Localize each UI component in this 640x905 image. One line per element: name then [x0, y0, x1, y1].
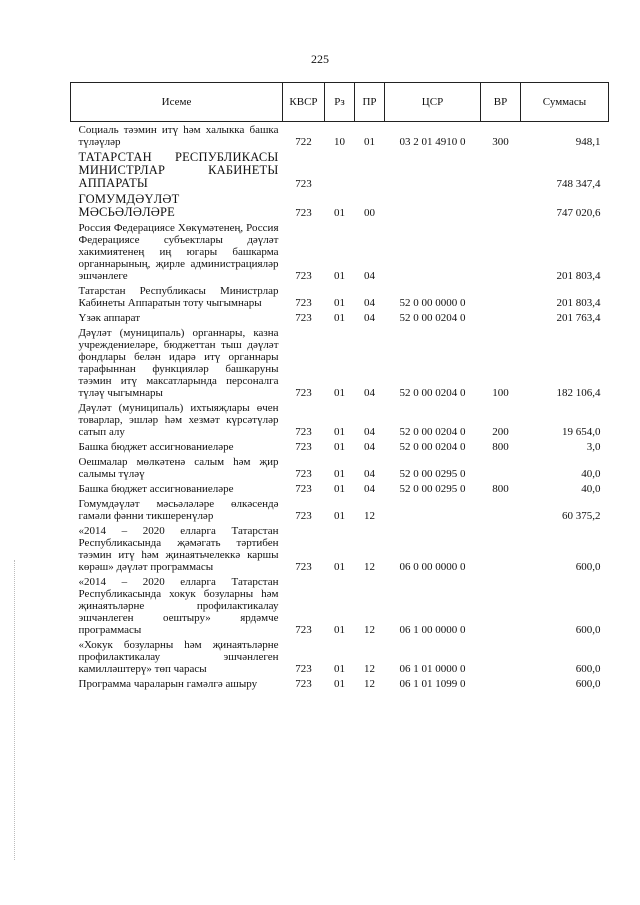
table-row	[71, 454, 609, 481]
cell-csr: 52 0 00 0000 0	[399, 297, 466, 309]
cell-vr	[481, 283, 521, 310]
cell-csr: 03 2 01 4910 0	[399, 136, 466, 148]
cell-name: Үзәк аппарат	[78, 312, 141, 324]
table-header-row	[71, 83, 609, 122]
cell-vr	[481, 220, 521, 283]
column-header-kvsr: КВСР	[283, 83, 325, 122]
cell-pr: 12	[364, 510, 375, 522]
cell-sum: 600,0	[575, 561, 601, 573]
cell-pr: 04	[364, 270, 375, 282]
cell-kvsr: 723	[295, 561, 312, 573]
cell-sum: 948,1	[575, 136, 601, 148]
cell-rz: 01	[334, 426, 345, 438]
table-row	[71, 439, 609, 454]
cell-pr: 04	[364, 426, 375, 438]
cell-pr: 04	[364, 483, 375, 495]
cell-vr: 800	[492, 441, 509, 453]
cell-sum: 747 020,6	[556, 207, 601, 219]
table-row	[71, 310, 609, 325]
cell-pr: 04	[364, 441, 375, 453]
cell-pr: 12	[364, 624, 375, 636]
cell-csr: 52 0 00 0204 0	[399, 387, 466, 399]
cell-csr: 52 0 00 0295 0	[399, 468, 466, 480]
cell-vr	[481, 454, 521, 481]
cell-rz: 01	[334, 312, 345, 324]
table-row	[71, 637, 609, 676]
cell-sum: 182 106,4	[556, 387, 601, 399]
cell-sum: 19 654,0	[562, 426, 601, 438]
cell-vr: 300	[492, 136, 509, 148]
cell-vr	[481, 191, 521, 220]
cell-vr	[481, 637, 521, 676]
cell-kvsr: 723	[295, 468, 312, 480]
cell-sum: 40,0	[581, 483, 601, 495]
cell-pr	[355, 149, 385, 191]
cell-vr	[481, 574, 521, 637]
cell-rz	[325, 149, 355, 191]
table-body	[71, 122, 609, 692]
cell-rz: 01	[334, 270, 345, 282]
table-row	[71, 122, 609, 150]
cell-kvsr: 723	[295, 387, 312, 399]
cell-vr	[481, 149, 521, 191]
cell-rz: 01	[334, 663, 345, 675]
cell-csr: 06 0 00 0000 0	[399, 561, 466, 573]
cell-kvsr: 723	[295, 312, 312, 324]
table-row	[71, 149, 609, 191]
table-row	[71, 400, 609, 439]
cell-kvsr: 723	[295, 663, 312, 675]
cell-name: ГОМУМДӘҮЛӘТ МӘСЬӘЛӘЛӘРЕ	[78, 192, 180, 219]
cell-name: Социаль тәэмин итү һәм халыкка башка түләүләр	[78, 124, 279, 148]
table-row	[71, 325, 609, 400]
cell-pr: 04	[364, 312, 375, 324]
cell-kvsr: 723	[295, 678, 312, 690]
cell-rz: 01	[334, 207, 345, 219]
cell-kvsr: 723	[295, 483, 312, 495]
cell-pr: 00	[364, 207, 375, 219]
budget-table	[70, 82, 609, 691]
column-header-name: Исеме	[71, 83, 283, 122]
column-header-pr: ПР	[355, 83, 385, 122]
cell-vr: 100	[492, 387, 509, 399]
cell-vr	[481, 676, 521, 691]
cell-pr: 04	[364, 468, 375, 480]
cell-name: Оешмалар мөлкәтенә салым һәм җир салымы түләү	[78, 456, 279, 480]
cell-rz: 01	[334, 483, 345, 495]
cell-sum: 40,0	[581, 468, 601, 480]
column-header-sum: Суммасы	[521, 83, 609, 122]
cell-vr	[481, 496, 521, 523]
cell-pr: 04	[364, 387, 375, 399]
table-row	[71, 283, 609, 310]
cell-kvsr: 723	[295, 426, 312, 438]
cell-rz: 01	[334, 441, 345, 453]
cell-sum: 600,0	[575, 624, 601, 636]
cell-kvsr: 722	[295, 136, 312, 148]
cell-csr: 52 0 00 0204 0	[399, 426, 466, 438]
cell-name: Башка бюджет ассигнованиеләре	[78, 441, 234, 453]
cell-kvsr: 723	[295, 297, 312, 309]
cell-csr: 06 1 01 1099 0	[399, 678, 466, 690]
scan-margin-marks	[14, 560, 17, 860]
table-row	[71, 220, 609, 283]
cell-sum: 201 803,4	[556, 297, 601, 309]
cell-sum: 600,0	[575, 663, 601, 675]
cell-sum: 600,0	[575, 678, 601, 690]
page-number: 225	[311, 52, 329, 66]
cell-rz: 01	[334, 297, 345, 309]
cell-pr: 12	[364, 663, 375, 675]
cell-kvsr: 723	[295, 441, 312, 453]
cell-sum: 201 763,4	[556, 312, 601, 324]
cell-kvsr: 723	[295, 510, 312, 522]
cell-rz: 01	[334, 468, 345, 480]
cell-vr	[481, 310, 521, 325]
cell-csr	[385, 149, 481, 191]
table-row	[71, 523, 609, 574]
column-header-csr: ЦСР	[385, 83, 481, 122]
cell-pr: 12	[364, 561, 375, 573]
cell-rz: 01	[334, 387, 345, 399]
cell-name: Россия Федерациясе Хөкүмәтенең, Россия Федерациясе субъектлары дәүләт хакимиятенең иң югары башкарма органнарының, җирле администрацияләр эшчәнлеге	[78, 222, 279, 282]
cell-vr: 200	[492, 426, 509, 438]
cell-name: Гомумдәүләт мәсьәләләре өлкәсендә гамәли фәнни тикшеренүләр	[78, 498, 279, 522]
cell-rz: 01	[334, 624, 345, 636]
cell-name: Башка бюджет ассигнованиеләре	[78, 483, 234, 495]
cell-csr: 52 0 00 0204 0	[399, 441, 466, 453]
cell-name: Дәүләт (муниципаль) ихтыяҗлары өчен товарлар, эшләр һәм хезмәт күрсәтүләр сатып алу	[78, 402, 279, 438]
column-header-rz: Рз	[325, 83, 355, 122]
cell-csr	[385, 220, 481, 283]
cell-vr: 800	[492, 483, 509, 495]
cell-csr: 06 1 01 0000 0	[399, 663, 466, 675]
cell-kvsr: 723	[295, 178, 312, 190]
cell-sum: 201 803,4	[556, 270, 601, 282]
cell-csr	[385, 496, 481, 523]
cell-name: Программа чараларын гамәлгә ашыру	[78, 678, 258, 690]
cell-name: Дәүләт (муниципаль) органнары, казна учреждениеләре, бюджеттан тыш дәүләт фондлары белән идарә итү органнары тарафыннан функцияләр башкаруны тәэмин итү максатларында персоналга түләү чыгымнары	[78, 327, 279, 399]
table-row	[71, 574, 609, 637]
cell-name: «2014 – 2020 елларга Татарстан Республикасында хокук бозуларны һәм җинаятьләрне профилактикалау эшчәнлеген оештыру» ярдәмче программасы	[78, 576, 279, 636]
cell-name: «2014 – 2020 елларга Татарстан Республикасында җәмәгать тәртибен тәэмин итү һәм җинаятьчелеккә каршы көрәш» дәүләт программасы	[78, 525, 279, 573]
cell-name: «Хокук бозуларны һәм җинаятьләрне профилактикалау эшчәнлеген камилләштерү» төп чарасы	[78, 639, 279, 675]
cell-kvsr: 723	[295, 270, 312, 282]
cell-kvsr: 723	[295, 624, 312, 636]
cell-name: Татарстан Республикасы Министрлар Кабинеты Аппаратын тоту чыгымнары	[78, 285, 279, 309]
cell-rz: 01	[334, 561, 345, 573]
cell-sum: 3,0	[586, 441, 601, 453]
cell-vr	[481, 523, 521, 574]
cell-csr: 52 0 00 0295 0	[399, 483, 466, 495]
cell-name: ТАТАРСТАН РЕСПУБЛИКАСЫ МИНИСТРЛАР КАБИНЕТЫ АППАРАТЫ	[78, 150, 279, 190]
column-header-vr: ВР	[481, 83, 521, 122]
cell-pr: 12	[364, 678, 375, 690]
cell-csr: 52 0 00 0204 0	[399, 312, 466, 324]
cell-csr: 06 1 00 0000 0	[399, 624, 466, 636]
cell-kvsr: 723	[295, 207, 312, 219]
cell-pr: 01	[364, 136, 375, 148]
table-row	[71, 481, 609, 496]
cell-rz: 01	[334, 678, 345, 690]
cell-pr: 04	[364, 297, 375, 309]
table-row	[71, 676, 609, 691]
cell-sum: 60 375,2	[562, 510, 601, 522]
cell-rz: 01	[334, 510, 345, 522]
cell-sum: 748 347,4	[556, 178, 601, 190]
cell-rz: 10	[334, 136, 345, 148]
table-row	[71, 191, 609, 220]
table-row	[71, 496, 609, 523]
cell-csr	[385, 191, 481, 220]
